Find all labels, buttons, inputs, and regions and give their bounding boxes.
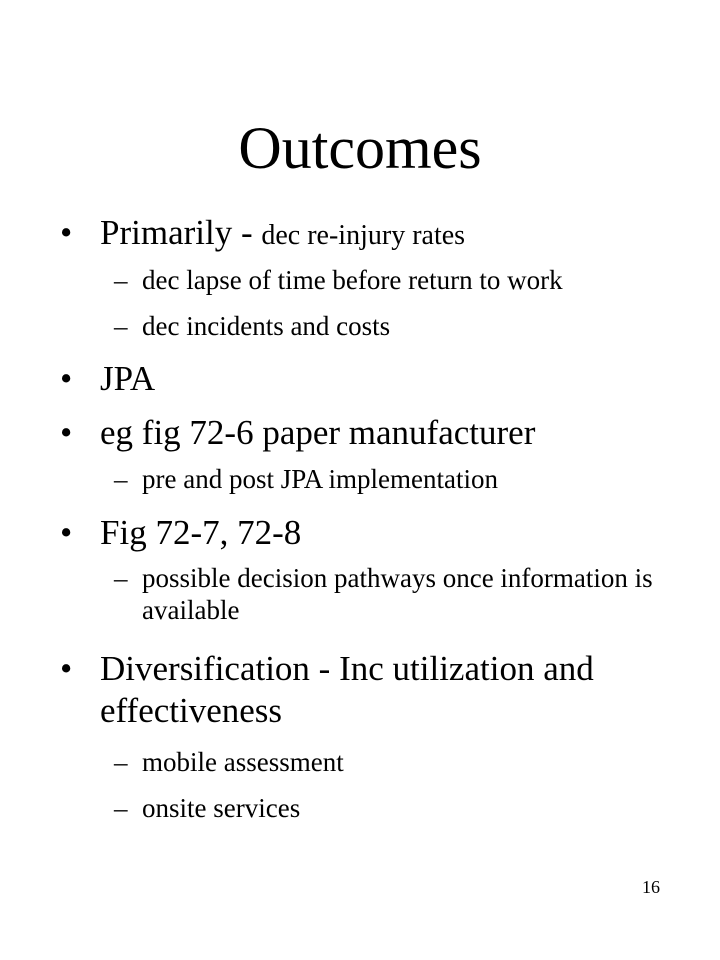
bullet-text-small: dec re-injury rates [261, 220, 466, 251]
sub-bullet-item [60, 562, 680, 626]
dash-marker: – [114, 563, 128, 593]
bullet-text-main: Primarily - [100, 213, 262, 252]
sub-bullet-item [60, 792, 680, 824]
bullet-text: Diversification - Inc utilization and effectiveness [100, 649, 594, 730]
dash-marker: – [114, 265, 128, 295]
bullet-dot: • [60, 413, 73, 452]
bullet-dot: • [60, 513, 73, 552]
bullet-item [60, 212, 680, 257]
bullet-dot: • [60, 359, 73, 398]
page-number: 16 [642, 877, 660, 897]
bullet-text: eg fig 72-6 paper manufacturer [100, 413, 536, 452]
bullet-text [100, 212, 680, 257]
sub-bullet-text: possible decision pathways once information is available [142, 563, 653, 625]
sub-bullet-item [60, 746, 680, 778]
bullet-item [60, 512, 680, 554]
sub-bullet-item [60, 264, 680, 296]
bullet-item [60, 648, 680, 732]
sub-bullet-text: pre and post JPA implementation [142, 464, 498, 494]
dash-marker: – [114, 747, 128, 777]
bullet-dot: • [60, 649, 73, 688]
bullet-item [60, 412, 680, 454]
sub-bullet-text: dec lapse of time before return to work [142, 265, 563, 295]
bullet-item [60, 358, 680, 400]
bullet-text: JPA [100, 359, 156, 398]
sub-bullet-text: dec incidents and costs [142, 311, 391, 341]
sub-bullet-text: mobile assessment [142, 747, 344, 777]
bullet-text: Fig 72-7, 72-8 [100, 513, 302, 552]
dash-marker: – [114, 793, 128, 823]
sub-bullet-item [60, 463, 680, 495]
slide-title: Outcomes [238, 115, 482, 181]
sub-bullet-text: onsite services [142, 793, 301, 823]
sub-bullet-item [60, 310, 680, 342]
bullet-dot: • [60, 213, 73, 252]
dash-marker: – [114, 464, 128, 494]
dash-marker: – [114, 311, 128, 341]
